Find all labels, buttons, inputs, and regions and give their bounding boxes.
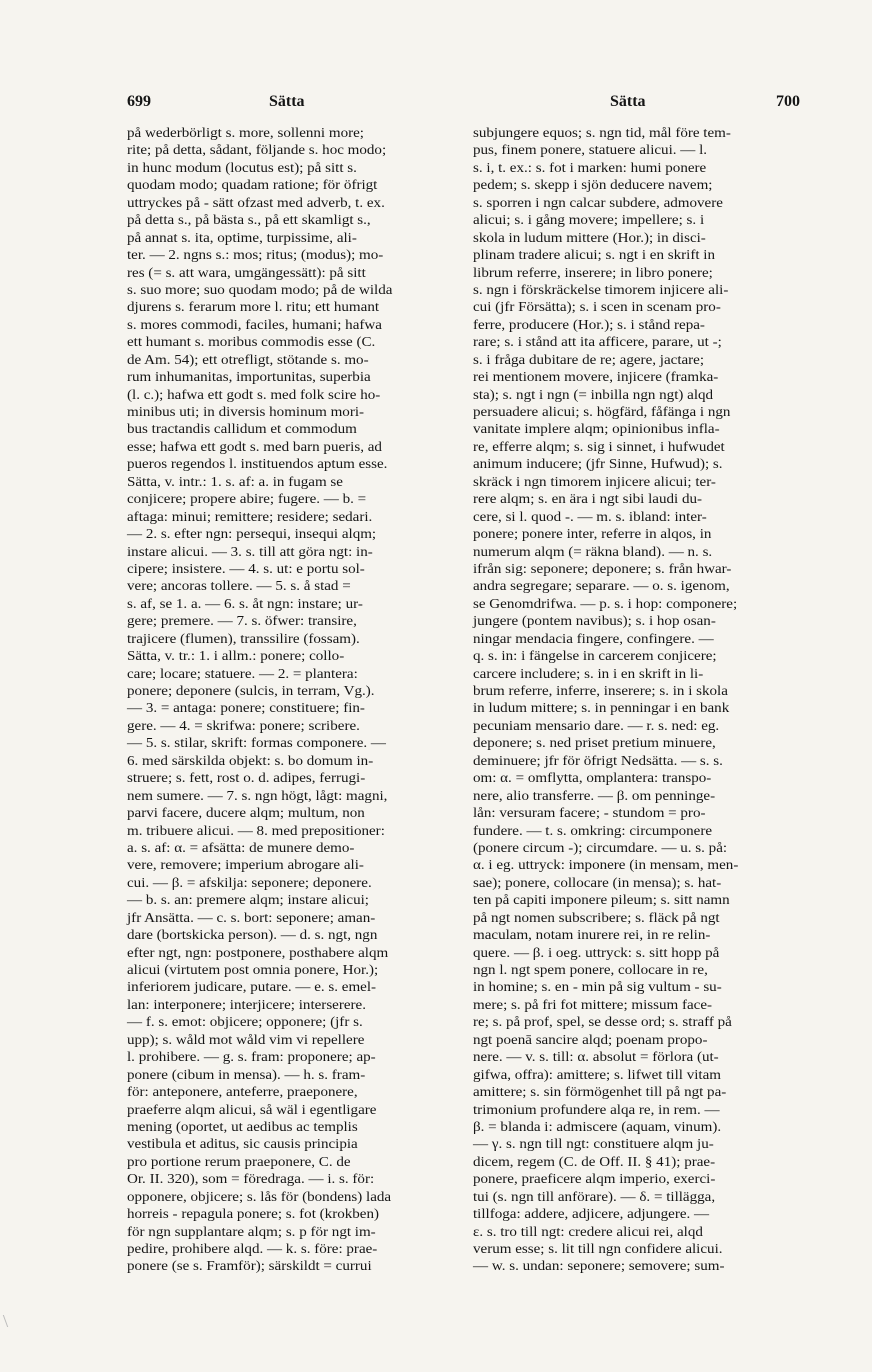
text-line: se Genomdrifwa. — p. s. i hop: componere; [473, 595, 738, 611]
text-line: m. tribuere alicui. — 8. med prepositioner: [127, 822, 385, 838]
text-line: rare; s. i stånd att ita afficere, parare, ut -; [473, 334, 722, 350]
text-line: (l. c.); hafwa ett godt s. med folk scire ho- [127, 386, 381, 402]
text-line: på wederbörligt s. more, sollenni more; [127, 125, 364, 140]
text-line: nem sumere. — 7. s. ngn högt, lågt: magni, [127, 787, 388, 803]
text-line: deponere; s. ned priset pretium minuere, [473, 735, 716, 751]
text-line: — 3. = antaga: ponere; constituere; fin- [127, 700, 365, 716]
text-line: s. suo more; suo quodam modo; på de wilda [127, 281, 393, 297]
text-line: minibus uti; in diversis hominum mori- [127, 404, 365, 419]
text-line: cui (jfr Försätta); s. i scen in scenam pro- [473, 299, 721, 315]
text-line: s. i, t. ex.: s. fot i marken: humi ponere [473, 159, 707, 175]
text-line: rei mentionem movere, injicere (framka- [473, 369, 719, 385]
text-line: Sätta, v. intr.: 1. s. af: a. in fugam se [127, 473, 343, 489]
text-line: subjungere equos; s. ngn tid, mål före tem- [473, 125, 731, 140]
text-line: på detta s., på bästa s., på ett skamligt s., [127, 212, 371, 228]
text-line: deminuere; jfr för öfrigt Nedsätta. — s. s. [473, 752, 723, 768]
text-line: de Am. 54); ett otrefligt, stötande s. mo- [127, 351, 369, 367]
text-line: struere; s. fett, rost o. d. adipes, ferrugi- [127, 770, 366, 786]
text-line: — w. s. undan: seponere; semovere; sum- [473, 1258, 725, 1274]
right-headword: Sätta [610, 93, 646, 110]
text-line: skola in ludum mittere (Hor.); in disci- [473, 229, 706, 245]
text-line: cipere; insistere. — 4. s. ut: e portu sol- [127, 560, 365, 576]
text-line: — 5. s. stilar, skrift: formas componere. — [127, 735, 386, 751]
text-line: quere. — β. i oeg. uttryck: s. sitt hopp på [473, 944, 720, 960]
text-line: skräck i ngn timorem injicere alicui; ter- [473, 473, 716, 489]
text-line: dicem, regem (C. de Off. II. § 41); prae- [473, 1153, 716, 1169]
text-line: rum inhumanitas, importunitas, superbia [127, 369, 371, 385]
text-line: 6. med särskilda objekt: s. bo domum in- [127, 752, 374, 768]
text-line: mere; s. på fri fot mittere; missum face- [473, 996, 713, 1012]
text-line: pedire, prohibere alqd. — k. s. före: prae- [127, 1241, 378, 1256]
text-line: persuadere alicui; s. högfärd, fåfänga i ngn [473, 404, 731, 419]
right-column [473, 124, 803, 1274]
text-line: vanitate implere alqm; opinionibus infla- [473, 421, 720, 437]
text-line: s. af, se 1. a. — 6. s. åt ngn: instare; ur- [127, 595, 363, 611]
text-line: quodam modo; quadam ratione; för öfrigt [127, 177, 378, 193]
text-line: ifrån sig: seponere; deponere; s. från hwar- [473, 560, 732, 576]
text-line: lån: versuram facere; - stundom = pro- [473, 805, 706, 821]
text-line: tillfoga: addere, adjicere, adjungere. — [473, 1206, 710, 1222]
margin-mark [3, 1315, 16, 1327]
text-line: — 2. s. efter ngn: persequi, insequi alqm; [127, 526, 377, 542]
text-line: jungere (pontem navibus); s. i hop osan- [473, 613, 716, 629]
text-line: fundere. — t. s. omkring: circumponere [473, 822, 713, 838]
text-line: djurens s. ferarum more l. ritu; ett humant [127, 299, 380, 315]
text-line: sta); s. ngt i ngn (= inbilla ngn ngt) alqd [473, 386, 714, 402]
text-line: ngn l. ngt spem ponere, collocare in re, [473, 962, 708, 977]
text-line: cui. — β. = afskilja: seponere; deponere. [127, 874, 372, 890]
text-line: alicui (virtutem post omnia ponere, Hor.); [127, 962, 379, 977]
text-line: s. sporren i ngn calcar subdere, admovere [473, 194, 723, 210]
text-line: andra segregare; separare. — o. s. igenom, [473, 578, 730, 594]
text-line: carcere includere; s. in i en skrift in li- [473, 665, 704, 681]
text-line: res (= s. att wara, umgängessätt): på sitt [127, 264, 366, 280]
text-line: esse; hafwa ett godt s. med barn pueris, ad [127, 438, 382, 454]
text-line: librum referre, inserere; in libro ponere; [473, 264, 713, 280]
text-line: cere, si l. quod -. — m. s. ibland: inter- [473, 508, 707, 524]
text-line: sae); ponere, collocare (in mensa); s. hat- [473, 874, 722, 890]
text-line: ferre, producere (Hor.); s. i stånd repa- [473, 316, 705, 332]
text-line: ningar mendacia fingere, confingere. — [473, 630, 714, 646]
text-line: uttryckes på - sätt ofzast med adverb, t. ex. [127, 194, 385, 210]
left-column [127, 124, 457, 1274]
text-line: in homine; s. en - min på sig vultum - su- [473, 979, 722, 995]
text-line: re; s. på prof, spel, se desse ord; s. straff på [473, 1014, 732, 1030]
text-line: på annat s. ita, optime, turpissime, ali- [127, 229, 357, 245]
text-line: vestibula et aditus, sic causis principia [127, 1136, 358, 1152]
text-line: re, efferre alqm; s. sig i sinnet, i hufwudet [473, 438, 725, 454]
text-line: — f. s. emot: objicere; opponere; (jfr s. [127, 1014, 363, 1030]
text-line: bus tractandis callidum et commodum [127, 421, 357, 437]
text-line: gifwa, offra): amittere; s. lifwet till vitam [473, 1066, 721, 1082]
text-line: conjicere; propere abire; fugere. — b. = [127, 491, 367, 507]
text-line: s. ngn i förskräckelse timorem injicere ali- [473, 281, 729, 297]
text-line: ε. s. tro till ngt: credere alicui rei, alqd [473, 1223, 703, 1239]
text-line: Sätta, v. tr.: 1. i allm.: ponere; collo- [127, 648, 345, 664]
text-line: opponere, objicere; s. lås för (bondens) lada [127, 1188, 392, 1204]
text-line: l. prohibere. — g. s. fram: proponere; ap- [127, 1049, 376, 1065]
text-line: verum esse; s. lit till ngn confidere alicui. [473, 1241, 723, 1256]
text-line: inferiorem judicare, putare. — e. s. emel- [127, 979, 377, 995]
text-line: ten på capiti imponere pileum; s. sitt namn [473, 892, 730, 908]
text-line: alicui; s. i gång movere; impellere; s. i [473, 212, 705, 228]
text-line: — b. s. an: premere alqm; instare alicui; [127, 892, 369, 908]
text-line: tui (s. ngn till anförare). — δ. = tillägga, [473, 1188, 716, 1204]
text-line: q. s. in: i fängelse in carcerem conjicere; [473, 648, 717, 664]
text-line: in ludum mittere; s. in penningar i en bank [473, 700, 730, 716]
text-line: vere, removere; imperium abrogare ali- [127, 857, 364, 873]
text-line: pueros regendos l. instituendos aptum esse. [127, 456, 388, 472]
text-line: care; locare; statuere. — 2. = plantera: [127, 665, 358, 681]
text-line: amittere; s. sin förmögenhet till på ngt pa- [473, 1084, 727, 1100]
text-line: β. = blanda i: admiscere (aquam, vinum). [473, 1118, 722, 1134]
text-line: ponere; ponere inter, referre in alqos, in [473, 526, 712, 542]
text-line: praeferre alqm alicui, så wäl i egentligare [127, 1101, 377, 1117]
text-line: a. s. af: α. = afsätta: de munere demo- [127, 839, 355, 855]
text-line: in hunc modum (locutus est); på sitt s. [127, 159, 357, 175]
text-line: rere alqm; s. en ära i ngt sibi laudi du- [473, 491, 703, 507]
text-line: rite; på detta, sådant, följande s. hoc modo; [127, 142, 387, 158]
text-line: om: α. = omflytta, omplantera: transpo- [473, 770, 712, 786]
text-line: α. i eg. uttryck: imponere (in mensam, men- [473, 857, 739, 873]
text-line: plinam tradere alicui; s. ngt i en skrift in [473, 247, 716, 263]
text-line: pecuniam mensario dare. — r. s. ned: eg. [473, 717, 720, 733]
left-page-number: 699 [127, 93, 151, 110]
text-line: pro portione rerum praeponere, C. de [127, 1153, 351, 1169]
text-line: ett humant s. moribus commodis esse (C. [127, 334, 376, 350]
text-line: pus, finem ponere, statuere alicui. — l. [473, 142, 708, 158]
left-headword: Sätta [269, 93, 305, 110]
right-page-number: 700 [776, 93, 800, 110]
text-line: för ngn supplantare alqm; s. p för ngt im- [127, 1223, 376, 1239]
text-line: lan: interponere; interjicere; interserere. [127, 996, 367, 1012]
text-line: ponere (se s. Framför); särskildt = currui [127, 1258, 372, 1274]
text-line: efter ngt, ngn: postponere, posthabere alqm [127, 944, 389, 960]
text-line: gere. — 4. = skrifwa: ponere; scribere. [127, 717, 360, 733]
text-line: animum inducere; (jfr Sinne, Hufwud); s. [473, 456, 723, 472]
text-line: dare (bortskicka person). — d. s. ngt, ngn [127, 927, 378, 943]
text-line: horreis - repagula ponere; s. fot (krokben) [127, 1206, 379, 1222]
page-header [127, 93, 800, 117]
text-line: trimonium profundere alqa re, in rem. — [473, 1101, 720, 1117]
text-line: aftaga: minui; remittere; residere; sedari. [127, 508, 373, 524]
text-line: för: anteponere, anteferre, praeponere, [127, 1084, 358, 1100]
text-line: ngt poenā sancire alqd; poenam propo- [473, 1031, 708, 1047]
text-line: trajicere (flumen), transsilire (fossam). [127, 630, 360, 646]
text-line: brum referre, inferre, inserere; s. in i skola [473, 683, 728, 698]
text-line: gere; premere. — 7. s. öfwer: transire, [127, 613, 357, 629]
text-line: — γ. s. ngn till ngt: constituere alqm ju- [473, 1136, 714, 1152]
text-line: maculam, notam inurere rei, in re relin- [473, 927, 711, 943]
text-line: nere. — v. s. till: α. absolut = förlora (ut- [473, 1049, 719, 1065]
text-line: nere, alio transferre. — β. om penninge- [473, 787, 716, 803]
text-line: på ngt nomen subscribere; s. fläck på ngt [473, 909, 720, 925]
text-line: upp); s. wåld mot wåld vim vi repellere [127, 1031, 365, 1047]
text-line: ter. — 2. ngns s.: mos; ritus; (modus); mo- [127, 247, 384, 263]
text-line: vere; ancoras tollere. — 5. s. å stad = [127, 578, 351, 594]
text-line: numerum alqm (= räkna bland). — n. s. [473, 543, 713, 559]
text-line: (ponere circum -); circumdare. — u. s. på: [473, 839, 728, 855]
text-line: jfr Ansätta. — c. s. bort: seponere; aman- [127, 909, 376, 925]
text-line: mening (oportet, ut aedibus ac templis [127, 1118, 358, 1134]
text-line: s. i fråga dubitare de re; agere, jactare; [473, 351, 705, 367]
text-line: s. mores commodi, faciles, humani; hafwa [127, 316, 382, 332]
text-line: Or. II. 320), som = föredraga. — i. s. för: [127, 1171, 375, 1187]
text-line: ponere; deponere (sulcis, in terram, Vg.). [127, 683, 375, 698]
text-line: pedem; s. skepp i sjön deducere navem; [473, 177, 713, 193]
text-line: ponere (cibum in mensa). — h. s. fram- [127, 1066, 366, 1082]
text-line: instare alicui. — 3. s. till att göra ngt: in- [127, 543, 373, 559]
text-line: ponere, praeficere alqm imperio, exerci- [473, 1171, 716, 1187]
text-line: parvi facere, ducere alqm; multum, non [127, 805, 365, 821]
